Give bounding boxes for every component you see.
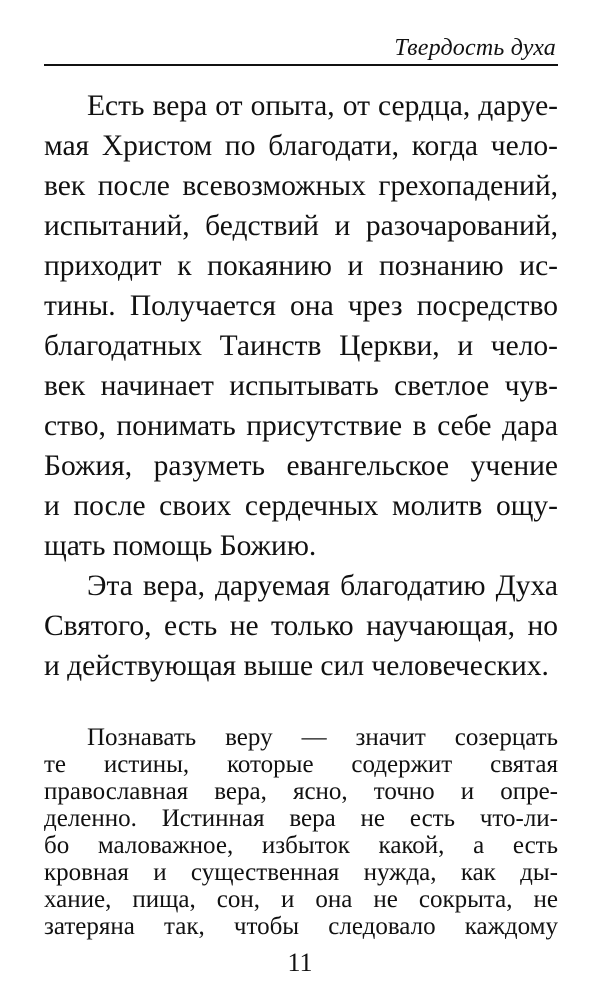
text-line: и действующая выше сил человеческих. — [44, 650, 549, 682]
text-line: Эта вера, даруемая благодатию Духа — [87, 570, 558, 602]
header-rule — [44, 64, 558, 66]
text-line: тины. Получается она чрез посредство — [44, 290, 558, 322]
text-line: Есть вера от опыта, от сердца, даруе- — [87, 90, 558, 122]
text-line: Познавать веру — значит созерцать — [87, 724, 558, 751]
text-line: век после всевозможных грехопадений, — [44, 170, 558, 202]
text-line: испытаний, бедствий и разочарований, — [44, 210, 558, 242]
text-line: и после своих сердечных молитв ощу- — [44, 490, 558, 522]
text-line: кровная и существенная нужда, как ды- — [44, 859, 558, 886]
text-line: ство, понимать присутствие в себе дара — [44, 410, 558, 442]
text-line: те истины, которые содержит святая — [44, 751, 558, 778]
text-line: деленно. Истинная вера не есть что-ли- — [44, 805, 558, 832]
text-line: затеряна так, чтобы следовало каждому — [44, 913, 558, 940]
text-line: Божия, разуметь евангельское учение — [44, 450, 558, 482]
text-line: щать помощь Божию. — [44, 530, 317, 562]
page-number: 11 — [287, 948, 313, 977]
text-line: православная вера, ясно, точно и опре- — [44, 778, 558, 805]
text-line: бо маловажное, избыток какой, а есть — [44, 832, 558, 859]
text-line: Святого, есть не только научающая, но — [44, 610, 558, 642]
text-line: благодатных Таинств Церкви, и чело- — [44, 330, 558, 362]
text-line: век начинает испытывать светлое чув- — [44, 370, 558, 402]
text-line: приходит к покаянию и познанию ис- — [44, 250, 558, 282]
running-header: Твердость духа — [394, 35, 556, 61]
text-line: мая Христом по благодати, когда чело- — [44, 130, 558, 162]
text-line: хание, пища, сон, и она не сокрыта, не — [44, 886, 558, 913]
